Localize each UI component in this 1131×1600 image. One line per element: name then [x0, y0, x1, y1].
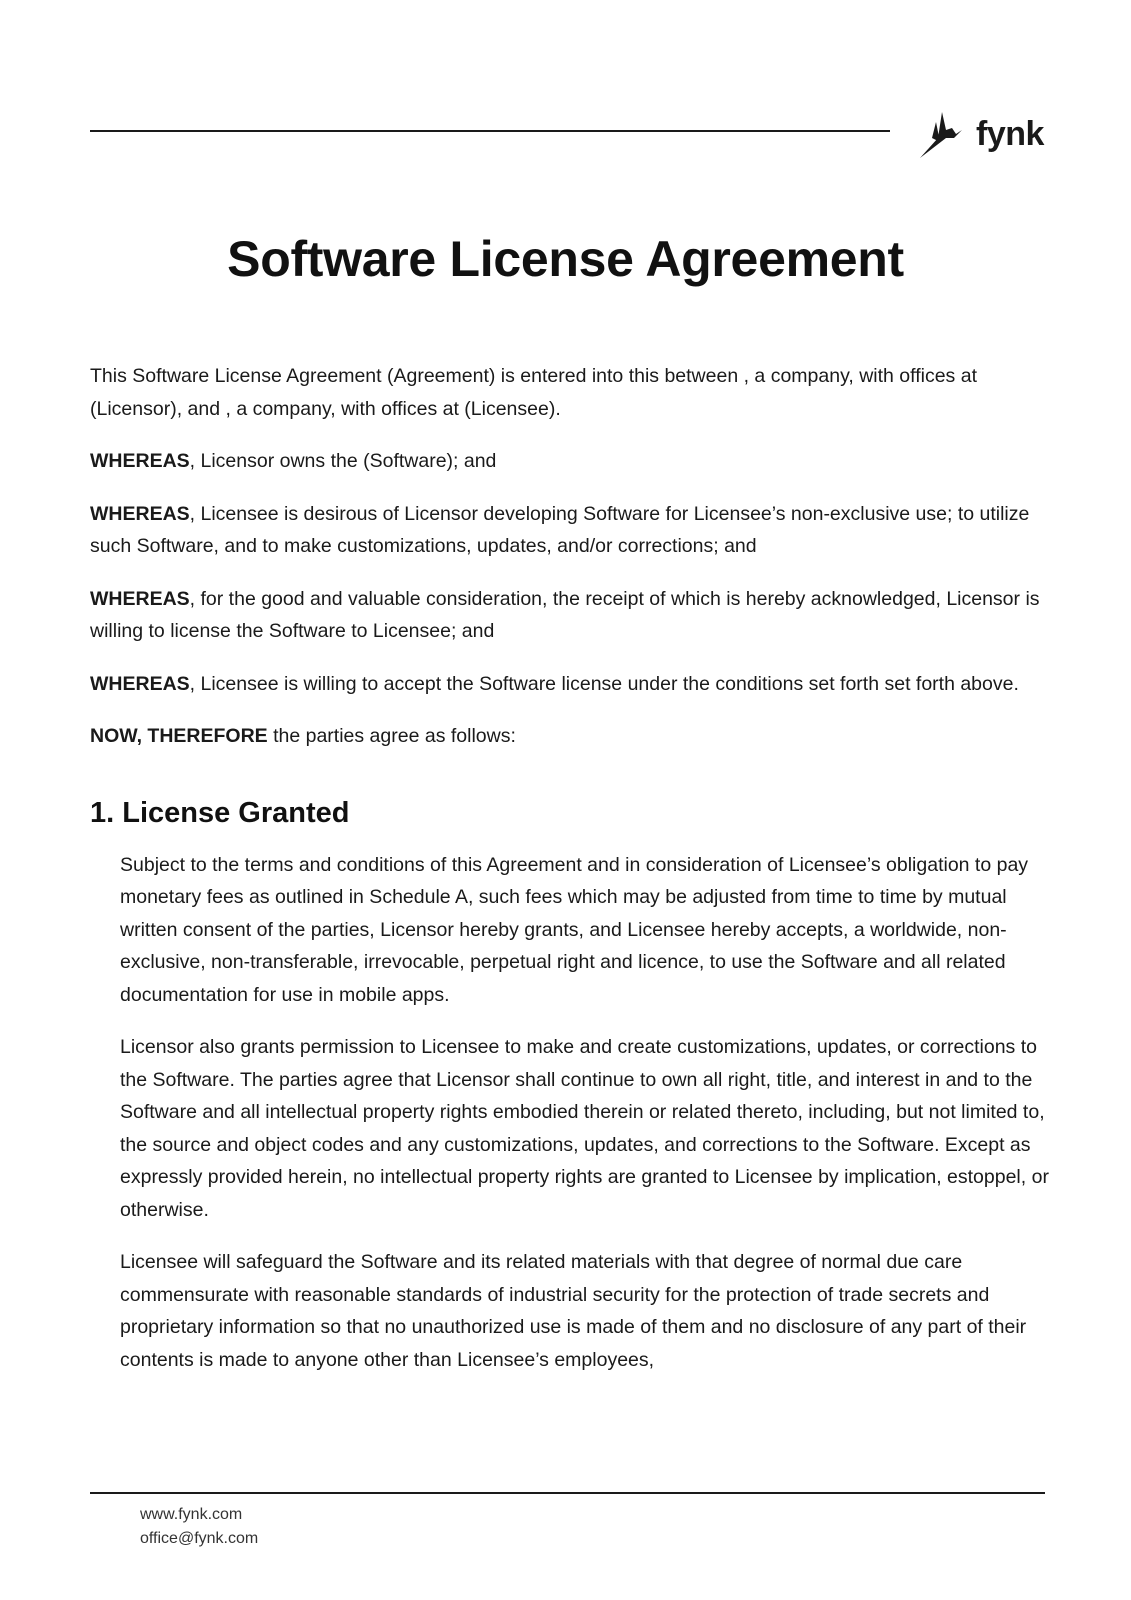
recital-text: , Licensee is desirous of Licensor developing Software for Licensee’s non-exclusive use; to utilize such Software, and to make customizations, updates, and/or corrections; and	[90, 502, 1030, 557]
fynk-logo	[918, 108, 1044, 160]
recital-lead: WHEREAS	[90, 450, 190, 472]
footer-divider	[90, 1492, 1045, 1494]
recital-paragraph	[90, 445, 1050, 478]
bird-icon	[918, 108, 972, 160]
footer	[140, 1503, 258, 1551]
section-paragraph: Licensee will safeguard the Software and its related materials with that degree of normal due care commensurate with reasonable standards of industrial security for the protection of trade secrets and proprietary information so that no unauthorized use is made of them and no disclosure of any part of their contents is made to anyone other than Licensee’s employees,	[120, 1251, 1027, 1371]
recital-lead: WHEREAS	[90, 502, 190, 525]
recital-lead: WHEREAS	[90, 587, 190, 610]
section-heading-license-granted: 1. License Granted	[90, 796, 350, 829]
therefore-paragraph	[90, 720, 1050, 753]
recital-text: , Licensor owns the (Software); and	[189, 450, 497, 472]
recital-paragraph	[90, 668, 1050, 701]
footer-website: www.fynk.com	[140, 1506, 243, 1523]
intro-paragraph: This Software License Agreement (Agreement) is entered into this between , a company, with offices at (Licensor), and , a company, with offices at (Licensee).	[90, 365, 977, 420]
recital-lead: WHEREAS	[90, 672, 190, 695]
document-title: Software License Agreement	[227, 231, 904, 287]
therefore-text: the parties agree as follows:	[267, 725, 516, 747]
document-body	[90, 360, 1050, 1396]
therefore-lead: NOW, THEREFORE	[90, 725, 268, 747]
recital-text: , Licensee is willing to accept the Software license under the conditions set forth set forth above.	[189, 672, 1019, 695]
section-paragraph: Licensor also grants permission to Licensee to make and create customizations, updates, or corrections to the Software. The parties agree that Licensor shall continue to own all right, title, and interest in and to the Software and all intellectual property rights embodied therein or related thereto, including, but not limited to, the source and object codes and any customizations, updates, and corrections to the Software. Except as expressly provided herein, no intellectual property rights are granted to Licensee by implication, estoppel, or otherwise.	[120, 1036, 1049, 1221]
section-body-license-granted	[90, 849, 1050, 1377]
section-paragraph: Subject to the terms and conditions of this Agreement and in consideration of Licensee’s obligation to pay monetary fees as outlined in Schedule A, such fees which may be adjusted from time to time by mutual written consent of the parties, Licensor hereby grants, and Licensee hereby accepts, a worldwide, non-exclusive, non-transferable, irrevocable, perpetual right and licence, to use the Software and all related documentation for use in mobile apps.	[120, 853, 1029, 1006]
logo-text: fynk	[976, 114, 1044, 153]
header-divider	[90, 130, 890, 132]
footer-email: office@fynk.com	[140, 1530, 259, 1547]
recital-paragraph	[90, 498, 1050, 563]
recital-paragraph	[90, 583, 1050, 648]
recital-text: , for the good and valuable consideration, the receipt of which is hereby acknowledged, Licensor is willing to license the Software to Licensee; and	[90, 587, 1040, 642]
